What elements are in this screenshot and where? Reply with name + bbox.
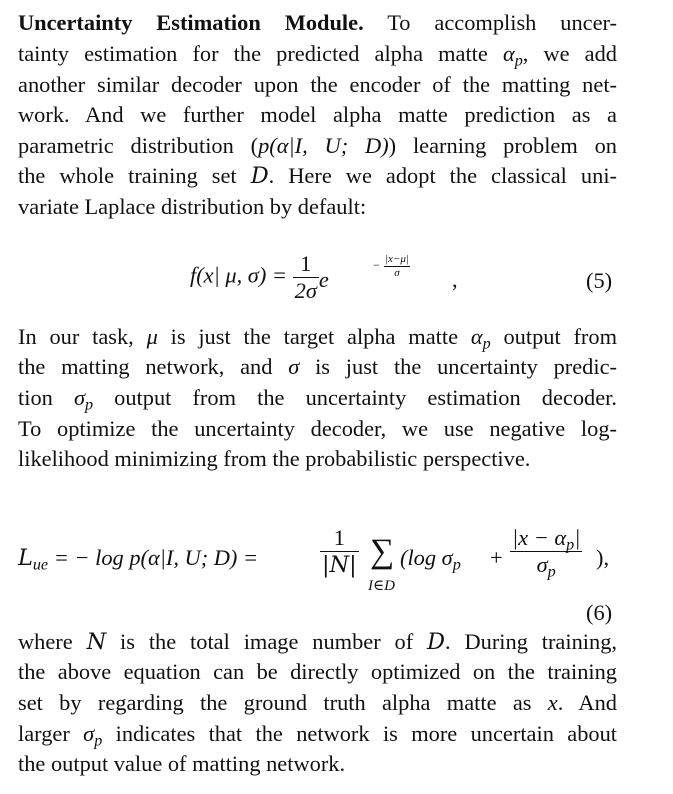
para1-line6: the whole training set D. Here we adopt the classical uni- <box>18 163 617 189</box>
eq6-close: ), <box>596 545 610 570</box>
equation-6-lhs: $L_{ue}$ = − log p(α|I, U; D) = <box>18 545 259 574</box>
para1-line3: another similar decoder upon the encoder of the matting net- <box>18 72 617 97</box>
para1-line5: parametric distribution (p(α|I, U; D)) learning problem on <box>18 133 617 158</box>
para3-line5: the output value of matting network. <box>18 751 346 776</box>
para3-line4: larger $\sigma_p$ indicates that the network is more uncertain about <box>18 721 617 750</box>
eq6-fraction2: $\frac{|x - \alpha_p|}{\sigma_p}$ <box>512 525 581 581</box>
para3-line3: set by regarding the ground truth alpha matte as x. And <box>18 690 617 715</box>
eq6-sum-subscript: I∈D <box>368 578 395 594</box>
eq6-fraction: $\frac{1}{|N|}$ <box>322 525 357 578</box>
eq5-fraction: $\frac{1}{2\sigma}$ <box>294 251 317 303</box>
eq5-comma: , <box>452 267 458 292</box>
eq5-number: (5) <box>586 268 613 293</box>
section-heading: Uncertainty Estimation Module. <box>18 10 364 35</box>
eq5-exponent-fraction: |x−μ| σ <box>385 253 409 279</box>
para1-line1: Uncertainty Estimation Module. To accomplish uncer- <box>18 10 617 35</box>
eq6-sum-sign: ∑ <box>370 533 395 570</box>
para1-line2: tainty estimation for the predicted alpha matte $\alpha_p$, we add <box>18 41 617 70</box>
para2-line3: tion $\sigma_p$ output from the uncertainty estimation decoder. <box>18 385 617 414</box>
para2-line5: likelihood minimizing from the probabilistic perspective. <box>18 446 531 471</box>
equation-5: f(x| μ, σ) = $\frac{1}{2\sigma}$ e <box>190 251 329 303</box>
eq6-plus: + <box>490 545 503 570</box>
eq6-log-term: (log $\sigma_p$ <box>400 545 461 574</box>
para1-line7: variate Laplace distribution by default: <box>18 194 367 219</box>
para3-line1: where N is the total image number of D. During training, <box>18 629 617 655</box>
para3-line2: the above equation can be directly optimized on the training <box>18 659 617 684</box>
para2-line4: To optimize the uncertainty decoder, we use negative log- <box>18 416 617 441</box>
para2-line2: the matting network, and σ is just the uncertainty predic- <box>18 354 617 379</box>
eq6-number: (6) <box>586 600 613 625</box>
para2-line1: In our task, μ is just the target alpha matte $\alpha_p$ output from <box>18 324 617 353</box>
para1-line4: work. And we further model alpha matte prediction as a <box>18 102 617 127</box>
eq5-exponent-sign: − <box>373 258 380 272</box>
